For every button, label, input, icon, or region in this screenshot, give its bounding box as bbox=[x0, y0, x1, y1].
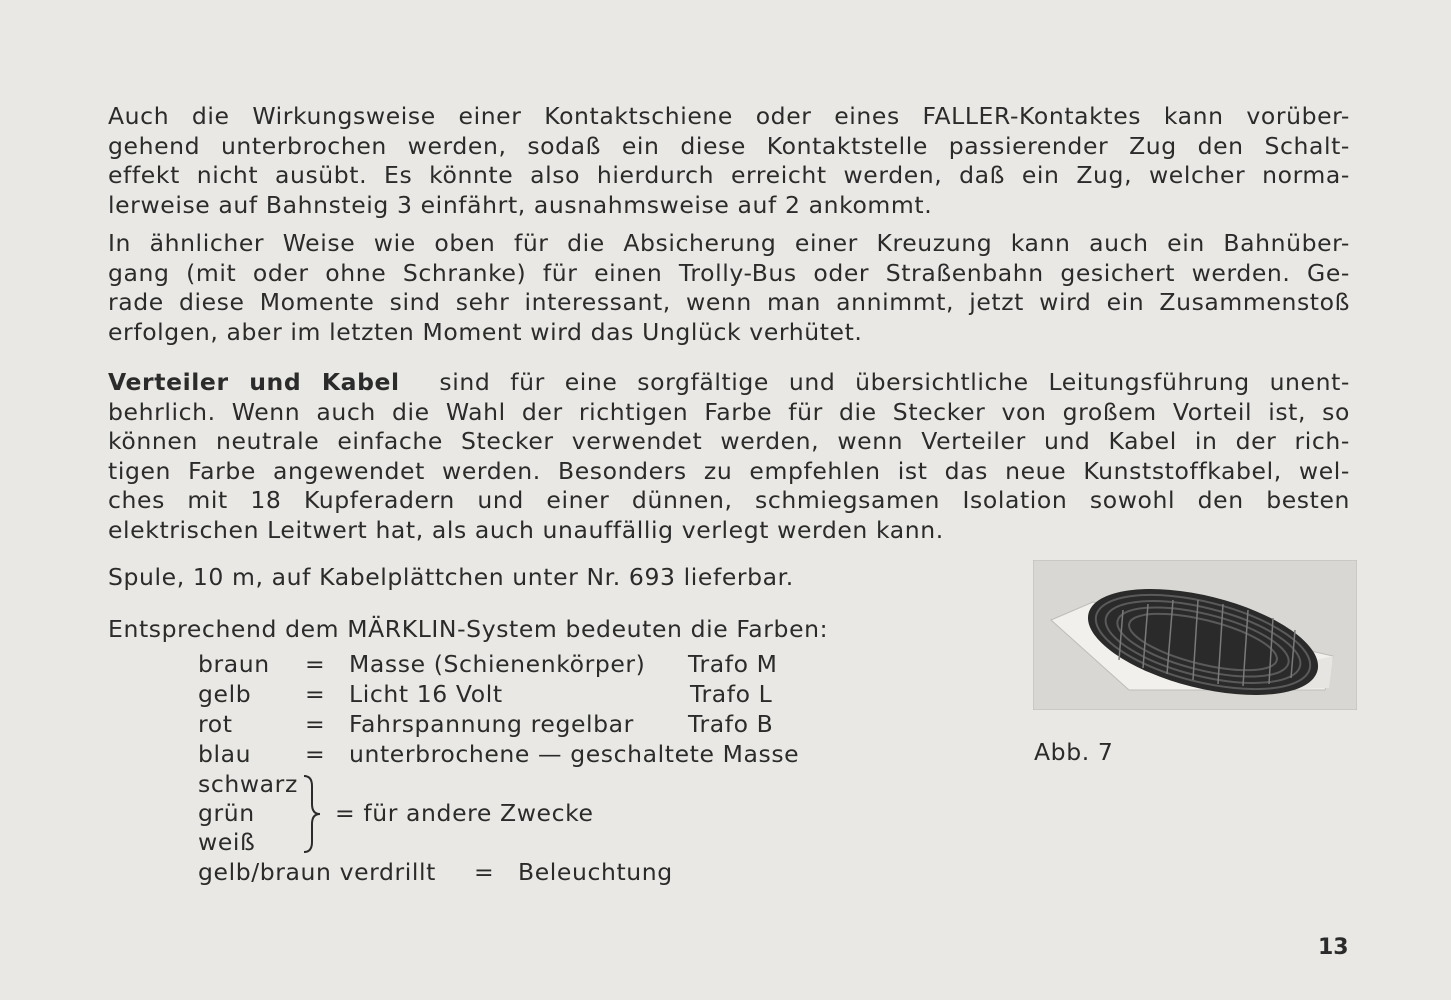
text-line: rade diese Momente sind sehr interessant, wenn man annimmt, jetzt wird ein Zusammenstoß bbox=[108, 288, 1350, 316]
cable-spool-icon bbox=[1033, 560, 1357, 710]
color-name: rot bbox=[198, 710, 233, 738]
color-name: grün bbox=[198, 799, 255, 827]
section-heading: Verteiler und Kabel bbox=[108, 368, 400, 396]
curly-brace-icon bbox=[300, 774, 324, 854]
text-line: ches mit 18 Kupferadern und einer dünnen, schmiegsamen Isolation sowohl den besten bbox=[108, 486, 1350, 514]
equals-sign: = bbox=[305, 680, 326, 708]
color-name: schwarz bbox=[198, 770, 298, 798]
text-line: elektrischen Leitwert hat, als auch unauffällig verlegt werden kann. bbox=[108, 515, 944, 544]
text-line: In ähnlicher Weise wie oben für die Absicherung einer Kreuzung kann auch ein Bahnüber- bbox=[108, 229, 1350, 257]
color-name: weiß bbox=[198, 828, 256, 856]
color-meaning: Licht 16 Volt bbox=[349, 680, 503, 708]
color-meaning: unterbrochene — geschaltete Masse bbox=[349, 740, 800, 768]
color-name: blau bbox=[198, 740, 252, 768]
color-name: gelb bbox=[198, 680, 252, 708]
page-number: 13 bbox=[1318, 935, 1349, 960]
text-line: gehend unterbrochen werden, sodaß ein diese Kontaktstelle passierender Zug den Schalt- bbox=[108, 131, 1350, 160]
trafo-label: Trafo L bbox=[690, 680, 773, 708]
text-line: behrlich. Wenn auch die Wahl der richtigen Farbe für die Stecker von großem Vorteil ist, so bbox=[108, 397, 1350, 426]
color-meaning: Masse (Schienenkörper) bbox=[349, 650, 646, 678]
equals-sign: = bbox=[305, 740, 326, 768]
equals-sign: = bbox=[305, 650, 326, 678]
paragraph-verteiler-kabel bbox=[108, 368, 1350, 545]
text-line: tigen Farbe angewendet werden. Besonders zu empfehlen ist das neue Kunststoffkabel, wel- bbox=[108, 456, 1350, 485]
equals-sign: = bbox=[474, 858, 495, 886]
color-name: braun bbox=[198, 650, 270, 678]
colors-intro: Entsprechend dem MÄRKLIN-System bedeuten die Farben: bbox=[108, 615, 829, 643]
text-line: Auch die Wirkungsweise einer Kontaktschiene oder eines FALLER-Kontaktes kann vorüber- bbox=[108, 102, 1350, 130]
figure-caption: Abb. 7 bbox=[1034, 738, 1114, 766]
color-meaning: Fahrspannung regelbar bbox=[349, 710, 634, 738]
trafo-label: Trafo M bbox=[688, 650, 778, 678]
spule-text: Spule, 10 m, auf Kabelplättchen unter Nr. 693 lieferbar. bbox=[108, 563, 794, 591]
text-line: können neutrale einfache Stecker verwendet werden, wenn Verteiler und Kabel in der rich- bbox=[108, 427, 1350, 455]
text-line: erfolgen, aber im letzten Moment wird das Unglück verhütet. bbox=[108, 317, 863, 346]
color-name: gelb/braun verdrillt bbox=[198, 858, 436, 886]
text-line bbox=[108, 368, 1350, 398]
paragraph-crossing bbox=[108, 229, 1350, 347]
equals-sign: = bbox=[305, 710, 326, 738]
text-line: lerweise auf Bahnsteig 3 einfährt, ausnahmsweise auf 2 ankommt. bbox=[108, 190, 933, 219]
trafo-label: Trafo B bbox=[688, 710, 774, 738]
color-meaning: Beleuchtung bbox=[518, 858, 673, 886]
text-fragment: sind für eine sorgfältige und übersichtliche Leitungsführung unent- bbox=[439, 368, 1351, 396]
paragraph-faller-contact bbox=[108, 102, 1350, 220]
cable-spool-photo bbox=[1033, 560, 1357, 710]
text-line: gang (mit oder ohne Schranke) für einen Trolly-Bus oder Straßenbahn gesichert werden. Ge- bbox=[108, 258, 1350, 287]
other-meaning: = für andere Zwecke bbox=[335, 799, 594, 827]
text-line: effekt nicht ausübt. Es könnte also hierdurch erreicht werden, daß ein Zug, welcher norma- bbox=[108, 161, 1350, 189]
